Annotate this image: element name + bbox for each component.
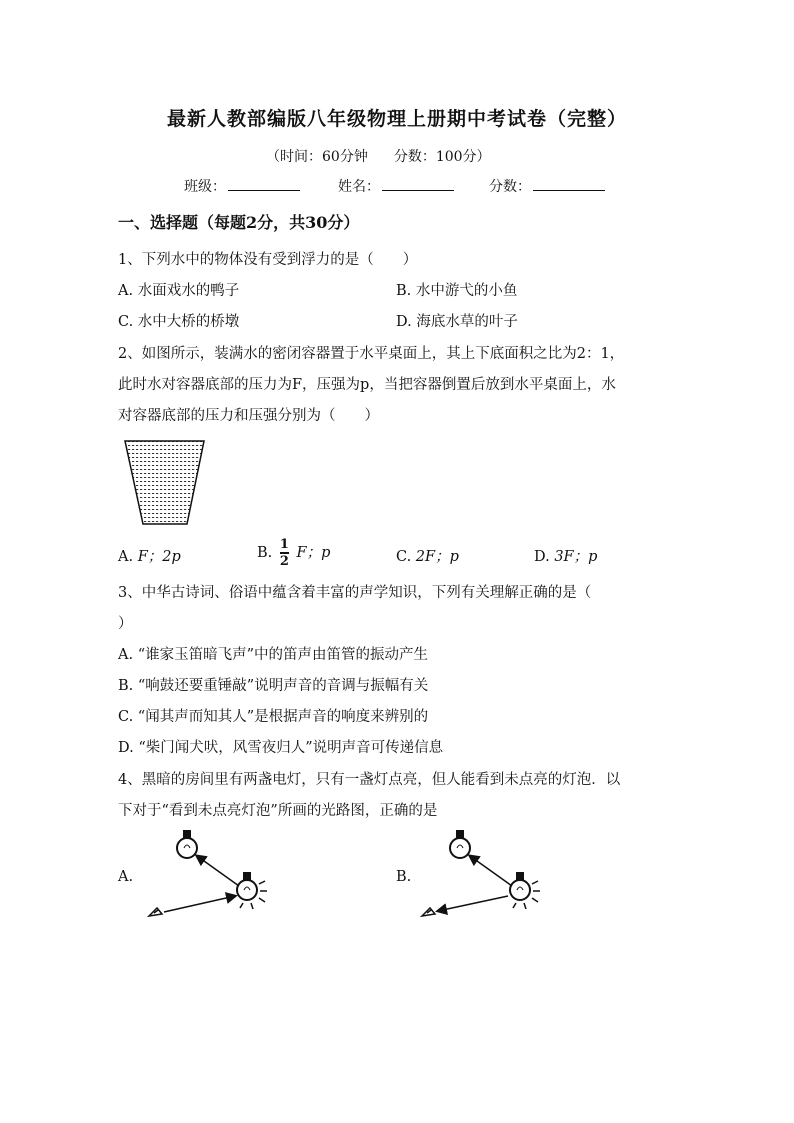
section-heading: 一、选择题（每题2分，共30分）: [118, 213, 360, 232]
question-4-option-a-label[interactable]: A.: [118, 869, 134, 885]
class-label: 班级：: [184, 179, 226, 195]
ray-eye-to-lit: [164, 896, 235, 912]
question-3-option-a[interactable]: A. “谁家玉笛暗飞声”中的笛声由笛管的振动产生: [118, 647, 429, 663]
name-label: 姓名：: [338, 179, 380, 195]
option-a-label: A.: [118, 549, 134, 565]
question-3-option-b[interactable]: B. “响鼓还要重锤敲”说明声音的音调与振幅有关: [118, 678, 429, 694]
question-1-option-d[interactable]: D. 海底水草的叶子: [396, 314, 518, 330]
option-b-value: F；p: [296, 544, 331, 561]
class-field: [184, 176, 300, 196]
question-1-option-c[interactable]: C. 水中大桥的桥墩: [118, 314, 240, 330]
fraction-denominator: 2: [279, 553, 289, 569]
question-2-option-d[interactable]: [534, 545, 597, 566]
exam-total-score: 分数：100分）: [393, 149, 491, 165]
question-2-line-1: 2、如图所示，装满水的密闭容器置于水平桌面上，其上下底面积之比为2：1，: [118, 346, 625, 362]
option-d-value: 3F；p: [554, 549, 598, 565]
option-c-value: 2F；p: [415, 549, 459, 565]
class-blank[interactable]: [228, 178, 300, 191]
question-1-option-b[interactable]: B. 水中游弋的小鱼: [396, 283, 518, 299]
option-d-label: D.: [534, 549, 550, 565]
light-path-diagram-a: [145, 828, 275, 920]
question-2-option-c[interactable]: [396, 545, 459, 566]
question-2-line-3: 对容器底部的压力和压强分别为（ ）: [118, 408, 379, 424]
unlit-bulb-icon: [177, 830, 197, 858]
option-a-value: F；2p: [137, 549, 181, 565]
option-b-label: B.: [257, 544, 273, 561]
question-3-option-c[interactable]: C. “闻其声而知其人”是根据声音的响度来辨别的: [118, 709, 429, 725]
one-half-fraction: [280, 538, 289, 568]
ray-lit-to-unlit: [197, 856, 239, 886]
question-1-option-a[interactable]: A. 水面戏水的鸭子: [118, 283, 240, 299]
question-3-line-2: ）: [118, 616, 133, 632]
question-4-line-1: 4、黑暗的房间里有两盏电灯，只有一盏灯点亮，但人能看到未点亮的灯泡．以: [118, 772, 621, 788]
inverted-trapezoid-container-figure: [124, 440, 206, 526]
eye-icon: [149, 908, 162, 916]
question-3-line-1: 3、中华古诗词、俗语中蕴含着丰富的声学知识，下列有关理解正确的是（: [118, 585, 592, 601]
question-3-option-d[interactable]: D. “柴门闻犬吠，风雪夜归人”说明声音可传递信息: [118, 740, 444, 756]
unlit-bulb-icon: [450, 830, 470, 858]
lit-bulb-icon: [237, 872, 267, 909]
lit-bulb-icon: [510, 872, 540, 909]
fraction-numerator: 1: [279, 537, 289, 552]
question-2-option-b[interactable]: [257, 538, 330, 568]
score-label: 分数：: [489, 179, 531, 195]
exam-time: （时间：60分钟: [266, 149, 368, 165]
question-1-stem: 1、下列水中的物体没有受到浮力的是（ ）: [118, 252, 418, 268]
page-title: 最新人教部编版八年级物理上册期中考试卷（完整）: [166, 108, 627, 130]
question-2-line-2: 此时水对容器底部的压力为F，压强为p，当把容器倒置后放到水平桌面上，水: [118, 377, 616, 393]
eye-icon: [422, 908, 435, 916]
ray-lit-to-unlit: [470, 856, 512, 886]
score-field: [489, 176, 605, 196]
name-field: [338, 176, 454, 196]
question-4-option-b-label[interactable]: B.: [396, 869, 412, 885]
option-c-label: C.: [396, 549, 412, 565]
name-blank[interactable]: [382, 178, 454, 191]
question-2-option-a[interactable]: [118, 545, 181, 566]
exam-meta: [266, 146, 491, 166]
question-4-line-2: 下对于“看到未点亮灯泡”所画的光路图，正确的是: [118, 803, 438, 819]
light-path-diagram-b: [418, 828, 548, 920]
ray-lit-to-eye: [438, 896, 508, 911]
score-blank[interactable]: [533, 178, 605, 191]
